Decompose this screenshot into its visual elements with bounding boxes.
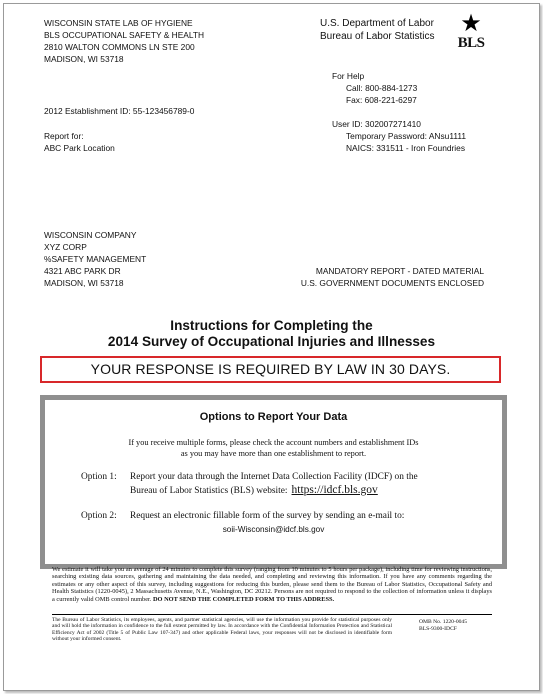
help-phone: Call: 800-884-1273 [346,83,418,93]
credentials-block [332,118,466,154]
response-required-notice: YOUR RESPONSE IS REQUIRED BY LAW IN 30 DAYS. [40,356,501,383]
mandatory-notices [296,265,484,289]
star-icon: ★ [460,10,482,37]
sender-line: 2810 WALTON COMMONS LN STE 200 [44,42,195,52]
recipient-line: 4321 ABC PARK DR [44,266,121,276]
bls-logo-text: BLS [457,35,485,51]
recipient-line: XYZ CORP [44,242,87,252]
mandatory-report-notice: MANDATORY REPORT - DATED MATERIAL [315,266,484,276]
sender-line: BLS OCCUPATIONAL SAFETY & HEALTH [44,30,205,40]
option-2-label: Option 2: [81,511,117,521]
option-1 [81,471,491,501]
confidentiality-statement: The Bureau of Labor Statistics, its employees, agents, and partner statistical agencies, will use the information you provide for statistical purposes only and will hold the information in confidence to the full extent permitted by law. In accordance with the Confidential Information Protection and Statistical Efficiency Act of 2002 (Title 5 of Public Law 107-347) and other applicable Federal laws, your responses will not be disclosed in identifiable form without your informed consent. [52,617,392,642]
option-1-line [130,484,418,498]
title-line-2: 2014 Survey of Occupational Injuries and Illnesses [107,334,436,349]
report-options-box [40,395,507,569]
option-2-text: Request an electronic fillable form of the survey by sending an e-mail to: [130,511,405,521]
omb-number: OMB No. 1220-0045 [419,619,468,625]
report-for-location: ABC Park Location [44,143,115,153]
survey-cover-page [3,3,540,691]
support-email-link[interactable]: soii-Wisconsin@idcf.bls.gov [222,525,325,534]
title-line-1: Instructions for Completing the [170,318,373,333]
bls-logo [451,12,491,58]
recipient-address [44,229,146,289]
sender-line: MADISON, WI 53718 [44,54,124,64]
option-1-text [130,471,418,498]
help-title: For Help [332,71,365,81]
form-number: BLS-9300-IDCF [419,626,457,632]
bureau-name: Bureau of Labor Statistics [320,31,435,42]
recipient-line: MADISON, WI 53718 [44,278,124,288]
agency-header [320,17,435,43]
option-1-label: Option 1: [81,472,117,482]
option-2 [81,510,491,524]
burden-statement [52,566,492,603]
options-intro-line: as you may have more than one establishment to report. [180,449,367,458]
user-id: User ID: 302007271410 [332,119,421,129]
form-identifiers [419,619,467,633]
help-fax: Fax: 608-221-6297 [346,95,417,105]
idcf-link[interactable]: https://idcf.bls.gov [291,484,378,496]
document-title [4,318,539,350]
establishment-id: 2012 Establishment ID: 55-123456789-0 [44,106,195,116]
gov-documents-notice: U.S. GOVERNMENT DOCUMENTS ENCLOSED [300,278,484,288]
naics-code: NAICS: 331511 - Iron Foundries [346,143,466,153]
help-block [332,70,417,106]
options-intro [45,437,502,459]
sender-address [44,17,204,65]
burden-warning: DO NOT SEND THE COMPLETED FORM TO THIS ADDRESS. [152,595,335,603]
department-name: U.S. Department of Labor [320,18,434,29]
recipient-line: WISCONSIN COMPANY [44,230,137,240]
options-heading: Options to Report Your Data [199,411,348,423]
burden-text: We estimate it will take you an average of 24 minutes to complete this survey (ranging from 10 minutes to 5 hours per package), including time for reviewing instructions, searching existing data sources, gathering and maintaining the data needed, and completing and reviewing this information. If you have any comments regarding the estimates or any other aspect of this survey, including suggestions for reducing this burden, please send them to the Bureau of Labor Statistics, Occupational Safety and Health Statistics (1220-0045), 2 Massachusetts Avenue, N.E., Washington, DC 20212. Persons are not required to respond to the collection of information unless it displays a currently valid OMB control number. [52,566,492,603]
temporary-password: Temporary Password: ANsu1111 [346,131,467,141]
divider [52,614,492,615]
recipient-line: %SAFETY MANAGEMENT [44,254,147,264]
report-for-block [44,130,115,154]
option-1-line: Report your data through the Internet Data Collection Facility (IDCF) on the [130,472,418,482]
option-1-line-2: Bureau of Labor Statistics (BLS) website: [130,486,288,496]
report-for-label: Report for: [44,131,84,141]
sender-line: WISCONSIN STATE LAB OF HYGIENE [44,18,193,28]
options-intro-line: If you receive multiple forms, please check the account numbers and establishment IDs [128,438,419,447]
